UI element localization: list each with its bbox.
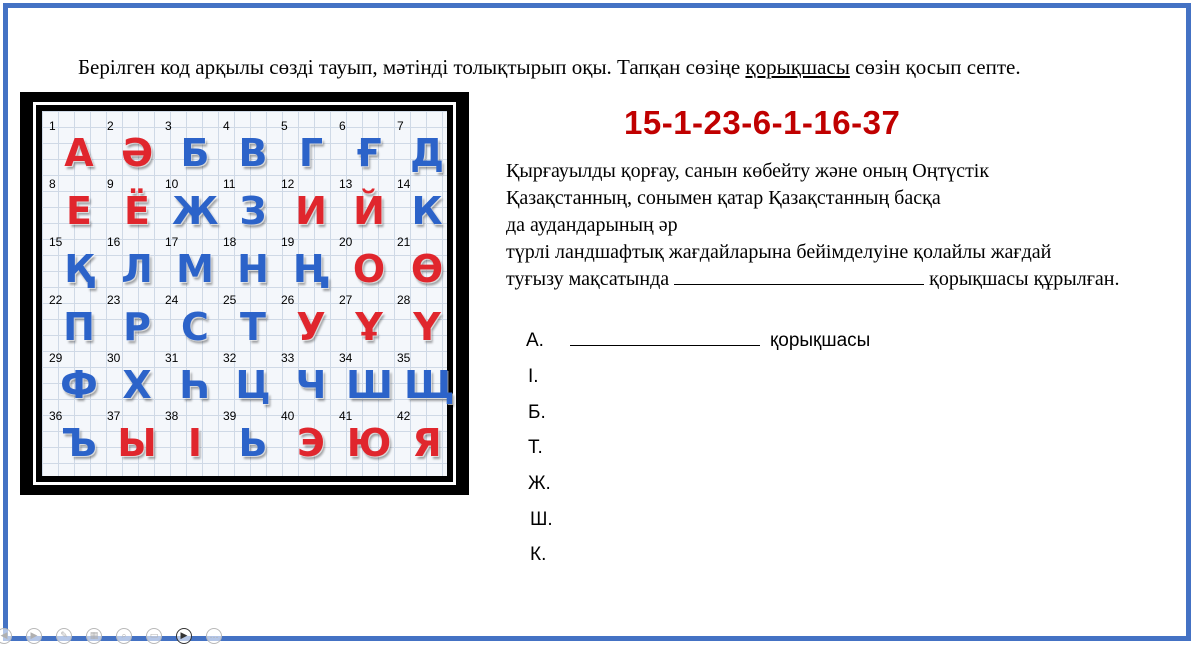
cell-number: 12 xyxy=(281,177,295,191)
cell-letter: Қ xyxy=(64,247,94,291)
alphabet-cell xyxy=(106,177,166,235)
cell-number: 5 xyxy=(281,119,288,133)
alphabet-frame xyxy=(33,102,456,485)
alphabet-cell xyxy=(396,235,456,293)
cell-number: 6 xyxy=(339,119,346,133)
cell-number: 36 xyxy=(49,409,63,423)
case-row: Б. xyxy=(528,402,546,423)
cell-letter: О xyxy=(352,247,386,291)
alphabet-cell xyxy=(106,119,166,177)
cell-letter: Ф xyxy=(60,363,98,407)
alphabet-cell xyxy=(164,351,224,409)
cell-letter: К xyxy=(411,189,443,233)
alphabet-cell xyxy=(338,177,398,235)
case-row: К. xyxy=(530,544,547,565)
cell-letter: Ю xyxy=(346,421,392,465)
alphabet-cell xyxy=(396,119,456,177)
alphabet-cell xyxy=(164,293,224,351)
cell-letter: Ң xyxy=(292,247,330,291)
alphabet-cell xyxy=(396,293,456,351)
cell-number: 41 xyxy=(339,409,353,423)
cell-number: 34 xyxy=(339,351,353,365)
alphabet-cell xyxy=(396,351,456,409)
alphabet-cell xyxy=(222,119,282,177)
cell-letter: Һ xyxy=(179,363,211,407)
case-suffix: қорықшасы xyxy=(769,330,871,351)
alphabet-cell xyxy=(280,119,340,177)
cell-number: 27 xyxy=(339,293,353,307)
paragraph-line-end: қорықшасы құрылған. xyxy=(924,268,1120,290)
alphabet-cell xyxy=(338,235,398,293)
cell-number: 19 xyxy=(281,235,295,249)
cell-letter: Ұ xyxy=(355,305,383,349)
cell-letter: И xyxy=(295,189,327,233)
cell-letter: Х xyxy=(122,363,152,407)
cell-number: 38 xyxy=(165,409,179,423)
prev-icon[interactable]: ◀ xyxy=(0,628,12,644)
cell-letter: Ы xyxy=(117,421,157,465)
cell-number: 1 xyxy=(49,119,56,133)
cell-letter: Л xyxy=(121,247,153,291)
alphabet-cell xyxy=(280,409,340,467)
cell-letter: Ж xyxy=(172,189,219,233)
cell-letter: Ү xyxy=(413,305,441,349)
cell-number: 25 xyxy=(223,293,237,307)
cell-number: 2 xyxy=(107,119,114,133)
alphabet-cell xyxy=(48,235,108,293)
alphabet-cell xyxy=(280,235,340,293)
cell-number: 18 xyxy=(223,235,237,249)
alphabet-cell xyxy=(338,293,398,351)
fill-in-paragraph xyxy=(506,158,1196,293)
paragraph-line: Қырғауылды қорғау, санын көбейту және оның Оңтүстік xyxy=(506,160,990,182)
alphabet-cell xyxy=(222,409,282,467)
cell-letter: Ё xyxy=(124,189,150,233)
cell-number: 39 xyxy=(223,409,237,423)
case-row: Ш. xyxy=(530,509,553,530)
case-row-a xyxy=(526,330,870,352)
cell-letter: А xyxy=(64,131,94,175)
cell-number: 26 xyxy=(281,293,295,307)
alphabet-cell xyxy=(106,409,166,467)
cell-number: 32 xyxy=(223,351,237,365)
cell-number: 22 xyxy=(49,293,63,307)
answer-line xyxy=(570,331,760,346)
cell-letter: П xyxy=(63,305,95,349)
paragraph-line-start: туғызу мақсатында xyxy=(506,268,675,290)
cell-letter: Щ xyxy=(404,363,455,407)
cell-letter: Ө xyxy=(410,247,444,291)
cell-number: 14 xyxy=(397,177,411,191)
cell-number: 28 xyxy=(397,293,411,307)
cell-letter: В xyxy=(238,131,268,175)
subtitles-icon[interactable]: ▭ xyxy=(146,628,162,644)
cell-number: 29 xyxy=(49,351,63,365)
instruction-underlined-word: қорықшасы xyxy=(745,55,850,79)
alphabet-picture xyxy=(20,92,469,495)
cell-letter: Ц xyxy=(235,363,271,407)
cell-number: 8 xyxy=(49,177,56,191)
slides-icon[interactable]: ▦ xyxy=(86,628,102,644)
alphabet-cell xyxy=(222,177,282,235)
alphabet-cell xyxy=(338,409,398,467)
instruction-before: Берілген код арқылы сөзді тауып, мәтінді толықтырып оқы. Тапқан сөзіңе xyxy=(78,55,746,79)
cell-letter: Т xyxy=(240,305,266,349)
pen-icon[interactable]: ✎ xyxy=(56,628,72,644)
alphabet-cell xyxy=(396,409,456,467)
cell-letter: Н xyxy=(237,247,269,291)
alphabet-cell xyxy=(280,177,340,235)
cell-letter: Ғ xyxy=(356,131,382,175)
alphabet-cell xyxy=(338,119,398,177)
cell-letter: Ъ xyxy=(61,421,97,465)
cipher-code: 15-1-23-6-1-16-37 xyxy=(624,104,901,141)
cell-letter: Й xyxy=(353,189,385,233)
cell-number: 24 xyxy=(165,293,179,307)
cell-letter: Ь xyxy=(238,421,268,465)
cell-letter: С xyxy=(181,305,209,349)
cell-letter: Г xyxy=(298,131,324,175)
alphabet-cell xyxy=(164,119,224,177)
alphabet-cell xyxy=(164,409,224,467)
cell-letter: І xyxy=(187,421,203,465)
cell-letter: Е xyxy=(66,189,92,233)
cell-number: 13 xyxy=(339,177,353,191)
alphabet-cell xyxy=(222,351,282,409)
cell-letter: Ч xyxy=(295,363,327,407)
alphabet-cell xyxy=(106,293,166,351)
case-row: Ж. xyxy=(528,473,551,494)
cell-letter: М xyxy=(176,247,214,291)
camera-icon[interactable]: ▶ xyxy=(176,628,192,644)
case-row: І. xyxy=(528,366,539,387)
paragraph-line: да аудандарының әр xyxy=(506,214,678,236)
instruction-after: сөзін қосып септе. xyxy=(849,55,1021,79)
cell-number: 11 xyxy=(223,177,236,191)
cell-number: 17 xyxy=(165,235,179,249)
alphabet-cell xyxy=(48,409,108,467)
alphabet-cell xyxy=(338,351,398,409)
cell-number: 40 xyxy=(281,409,295,423)
cell-number: 3 xyxy=(165,119,172,133)
cell-letter: У xyxy=(296,305,326,349)
answer-blank xyxy=(674,266,924,285)
cell-letter: Д xyxy=(410,131,444,175)
alphabet-cell xyxy=(106,351,166,409)
more-icon[interactable]: … xyxy=(206,628,222,644)
paragraph-line xyxy=(506,266,1196,293)
cell-letter: Р xyxy=(123,305,151,349)
cell-number: 15 xyxy=(49,235,63,249)
alphabet-grid xyxy=(42,111,455,476)
cell-number: 21 xyxy=(397,235,411,249)
cell-letter: Э xyxy=(297,421,325,465)
cell-number: 20 xyxy=(339,235,353,249)
cell-letter: Б xyxy=(180,131,210,175)
cell-number: 10 xyxy=(165,177,179,191)
cell-number: 31 xyxy=(165,351,179,365)
cell-number: 33 xyxy=(281,351,295,365)
next-icon[interactable]: ▶ xyxy=(26,628,42,644)
cell-number: 7 xyxy=(397,119,404,133)
alphabet-cell xyxy=(48,119,108,177)
cell-letter: Ә xyxy=(120,131,154,175)
cell-number: 4 xyxy=(223,119,230,133)
alphabet-cell xyxy=(280,351,340,409)
alphabet-cell xyxy=(396,177,456,235)
cell-number: 16 xyxy=(107,235,121,249)
alphabet-cell xyxy=(106,235,166,293)
cell-letter: Ш xyxy=(346,363,393,407)
cell-number: 9 xyxy=(107,177,114,191)
cell-letter: З xyxy=(239,189,267,233)
alphabet-cell xyxy=(222,235,282,293)
alphabet-cell xyxy=(164,177,224,235)
case-label: А. xyxy=(526,330,544,351)
cell-number: 23 xyxy=(107,293,121,307)
instruction-text xyxy=(78,55,1021,80)
alphabet-cell xyxy=(222,293,282,351)
cell-number: 30 xyxy=(107,351,121,365)
alphabet-cell xyxy=(48,177,108,235)
slideshow-toolbar xyxy=(0,628,240,646)
alphabet-cell xyxy=(48,293,108,351)
cell-number: 37 xyxy=(107,409,121,423)
alphabet-cell xyxy=(280,293,340,351)
cell-number: 42 xyxy=(397,409,411,423)
cell-number: 35 xyxy=(397,351,411,365)
paragraph-line: Қазақстанның, сонымен қатар Қазақстанның басқа xyxy=(506,187,941,209)
case-row: Т. xyxy=(528,437,543,458)
alphabet-cell xyxy=(164,235,224,293)
zoom-icon[interactable]: ⌕ xyxy=(116,628,132,644)
paragraph-line: түрлі ландшафтық жағдайларына бейімделуіне қолайлы жағдай xyxy=(506,241,1052,263)
cell-letter: Я xyxy=(412,421,442,465)
alphabet-cell xyxy=(48,351,108,409)
